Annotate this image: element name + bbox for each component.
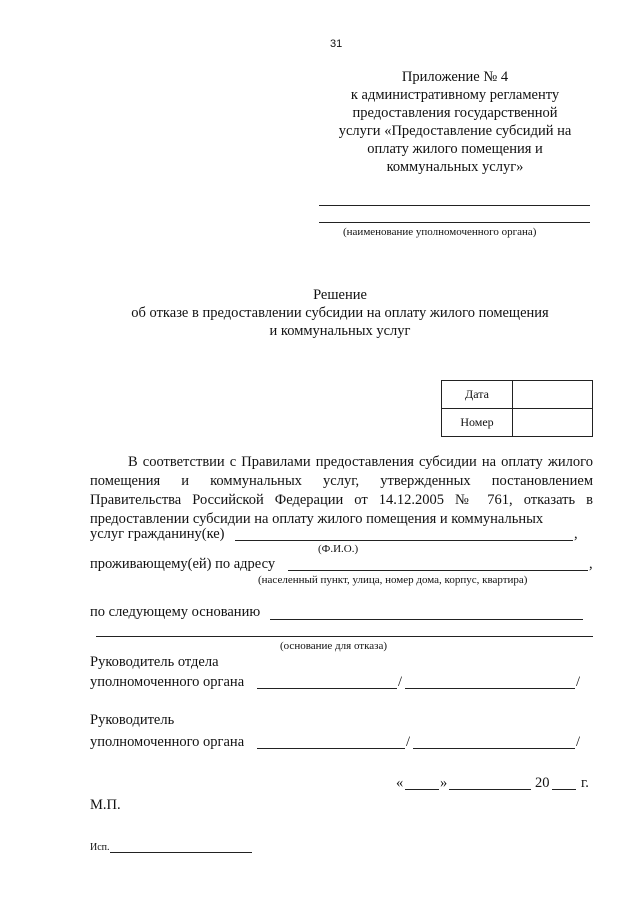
date-year-blank (552, 789, 576, 790)
slash: / (406, 734, 411, 750)
dept-head-signature-blank (257, 688, 397, 689)
authority-line-2 (319, 222, 590, 223)
head-org: уполномоченного органа (90, 734, 245, 750)
appendix-line: оплату жилого помещения и (367, 141, 543, 157)
executor-label: Исп. (90, 842, 110, 853)
stamp-place: М.П. (90, 797, 121, 813)
address-comma: , (589, 556, 593, 572)
date-number-table (441, 380, 593, 437)
date-value-cell (513, 381, 593, 409)
document-title (90, 286, 590, 340)
address-caption: (населенный пункт, улица, номер дома, корпус, квартира) (258, 574, 528, 586)
basis-caption: (основание для отказа) (280, 640, 388, 652)
address-blank (288, 570, 588, 571)
date-open-quote: « (396, 775, 404, 791)
citizen-name-blank (235, 540, 573, 541)
citizen-comma: , (574, 526, 578, 542)
authority-caption: (наименование уполномоченного органа) (343, 226, 537, 238)
dept-head-org: уполномоченного органа (90, 674, 245, 690)
appendix-line: услуги «Предоставление субсидий на (338, 123, 572, 139)
number-label: Номер (442, 409, 513, 437)
title-heading: Решение (313, 287, 367, 303)
decision-paragraph (90, 453, 593, 529)
dept-head-title: Руководитель отдела (90, 654, 219, 670)
fio-caption: (Ф.И.О.) (318, 543, 359, 555)
basis-prefix: по следующему основанию (90, 604, 261, 620)
date-year-prefix: 20 (535, 775, 550, 791)
date-day-blank (405, 789, 439, 790)
date-year-suffix: г. (581, 775, 589, 791)
decision-text: В соответствии с Правилами предоставления субсидии на оплату жилого помещения и коммунальных услуг, утвержденных постановлением Правительства Российской Федерации от 14.12.2005 № 761, отказать в предоставлении субсидии на оплату жилого помещения и коммунальных (90, 454, 593, 527)
slash: / (398, 674, 403, 690)
slash: / (576, 674, 581, 690)
appendix-line: предоставления государственной (352, 105, 558, 121)
appendix-line: к административному регламенту (350, 87, 560, 103)
title-subtitle-line: об отказе в предоставлении субсидии на оплату жилого помещения (131, 305, 549, 321)
title-subtitle-line: и коммунальных услуг (269, 323, 411, 339)
basis-blank-1 (270, 619, 583, 620)
number-value-cell (513, 409, 593, 437)
table-row (442, 409, 593, 437)
page-number: 31 (330, 38, 343, 50)
appendix-block (330, 68, 580, 176)
authority-line-1 (319, 205, 590, 206)
appendix-line: коммунальных услуг» (386, 159, 524, 175)
citizen-prefix: услуг гражданину(ке) (90, 526, 225, 542)
date-month-blank (449, 789, 531, 790)
appendix-line: Приложение № 4 (401, 69, 509, 85)
executor-blank (110, 852, 252, 853)
date-close-quote: » (440, 775, 448, 791)
head-signature-blank (257, 748, 405, 749)
basis-blank-2 (96, 636, 593, 637)
table-row (442, 381, 593, 409)
address-prefix: проживающему(ей) по адресу (90, 556, 276, 572)
head-name-blank (413, 748, 575, 749)
head-title: Руководитель (90, 712, 175, 728)
slash: / (576, 734, 581, 750)
date-label: Дата (442, 381, 513, 409)
dept-head-name-blank (405, 688, 575, 689)
